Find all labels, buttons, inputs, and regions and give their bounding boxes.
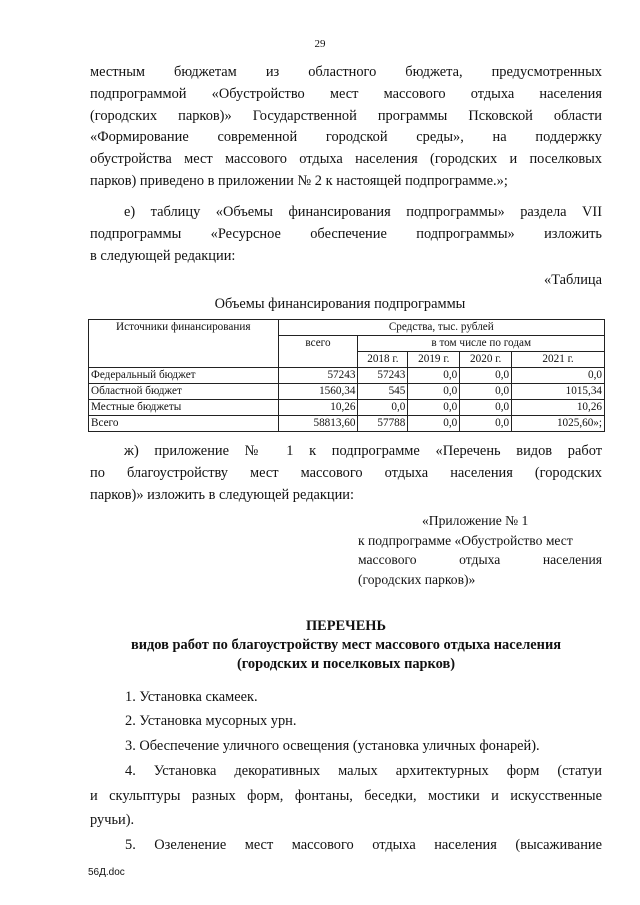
- list-item: [90, 685, 602, 710]
- text-line: ж) приложение № 1 к подпрограмме «Перечень видов работ: [124, 443, 602, 459]
- text-line: «Формирование современной городской среды», на поддержку: [90, 129, 602, 146]
- heading-title: ПЕРЕЧЕНЬ: [305, 618, 387, 634]
- cell-2019: 0,0: [408, 400, 460, 416]
- cell-2021: 1025,60»;: [512, 416, 605, 432]
- list-item: [90, 734, 602, 759]
- table-caption: Объемы финансирования подпрограммы: [214, 296, 466, 312]
- page-number: 29: [314, 38, 326, 50]
- appendix-reference: [358, 511, 602, 589]
- cell-total: 1560,34: [278, 384, 358, 400]
- text-line: е) таблицу «Объемы финансирования подпрограммы» раздела VII: [124, 204, 602, 220]
- header-total: всего: [278, 336, 358, 368]
- cell-2018: 545: [358, 384, 408, 400]
- text-line: парков)» изложить в следующей редакции:: [90, 486, 355, 503]
- paragraph-top: [90, 62, 602, 193]
- list-item: [90, 833, 602, 858]
- text-line: по благоустройству мест массового отдыха населения (городских: [90, 464, 602, 481]
- table-row: [89, 416, 605, 432]
- header-year: 2019 г.: [408, 352, 460, 368]
- text-line: (городских парков)» Государственной программы Псковской области: [90, 107, 602, 124]
- text-line: 3. Обеспечение уличного освещения (установка уличных фонарей).: [125, 738, 540, 754]
- appendix-line: к подпрограмме «Обустройство мест: [358, 532, 573, 548]
- footer-filename: 56Д.doc: [88, 867, 125, 878]
- cell-source: Всего: [89, 416, 279, 432]
- cell-2020: 0,0: [460, 400, 512, 416]
- cell-2018: 0,0: [358, 400, 408, 416]
- cell-2021: 0,0: [512, 368, 605, 384]
- table-row: [89, 368, 605, 384]
- text-line: обустройства мест массового отдыха населения (городских и поселковых: [90, 151, 602, 168]
- text-line: 5. Озеленение мест массового отдыха населения (высаживание: [125, 837, 602, 853]
- text-line: ручьи).: [90, 812, 135, 828]
- text-line: подпрограммы «Ресурсное обеспечение подпрограммы» изложить: [90, 225, 602, 242]
- header-sources: Источники финансирования: [89, 320, 279, 368]
- header-funds: Средства, тыс. рублей: [278, 320, 604, 336]
- text-line: парков) приведено в приложении № 2 к настоящей подпрограмме.»;: [90, 172, 508, 189]
- cell-total: 10,26: [278, 400, 358, 416]
- heading-subtitle: видов работ по благоустройству мест массового отдыха населения: [130, 637, 562, 653]
- cell-2019: 0,0: [408, 368, 460, 384]
- cell-2018: 57788: [358, 416, 408, 432]
- paragraph-zh: [90, 441, 602, 506]
- appendix-line: массового отдыха населения: [358, 552, 602, 567]
- cell-total: 57243: [278, 368, 358, 384]
- cell-2020: 0,0: [460, 416, 512, 432]
- cell-2020: 0,0: [460, 368, 512, 384]
- text-line: подпрограммой «Обустройство мест массового отдыха населения: [90, 85, 602, 102]
- heading-subtitle: (городских и поселковых парков): [236, 656, 456, 672]
- text-line: местным бюджетам из областного бюджета, предусмотренных: [90, 64, 602, 80]
- list-heading: [90, 617, 602, 674]
- header-by-years: в том числе по годам: [358, 336, 605, 352]
- list-item: [90, 709, 602, 734]
- financing-table: [88, 319, 605, 432]
- appendix-line: (городских парков)»: [358, 571, 476, 587]
- cell-source: Областной бюджет: [89, 384, 279, 400]
- header-year: 2018 г.: [358, 352, 408, 368]
- cell-2020: 0,0: [460, 384, 512, 400]
- header-year: 2021 г.: [512, 352, 605, 368]
- cell-2018: 57243: [358, 368, 408, 384]
- cell-2021: 1015,34: [512, 384, 605, 400]
- text-line: 1. Установка скамеек.: [125, 689, 258, 705]
- text-line: 2. Установка мусорных урн.: [125, 713, 297, 729]
- list-item: [90, 759, 602, 833]
- cell-source: Местные бюджеты: [89, 400, 279, 416]
- cell-2019: 0,0: [408, 384, 460, 400]
- table-row: [89, 400, 605, 416]
- table-header-row: [89, 320, 605, 336]
- header-year: 2020 г.: [460, 352, 512, 368]
- appendix-line: «Приложение № 1: [422, 513, 529, 528]
- text-line: в следующей редакции:: [90, 247, 236, 264]
- cell-2019: 0,0: [408, 416, 460, 432]
- cell-source: Федеральный бюджет: [89, 368, 279, 384]
- table-label: «Таблица: [544, 272, 602, 288]
- paragraph-e: [90, 202, 602, 267]
- cell-total: 58813,60: [278, 416, 358, 432]
- table-row: [89, 384, 605, 400]
- cell-2021: 10,26: [512, 400, 605, 416]
- text-line: и скульптуры разных форм, фонтаны, беседки, мостики и искусственные: [90, 787, 602, 804]
- text-line: 4. Установка декоративных малых архитектурных форм (статуи: [125, 763, 602, 779]
